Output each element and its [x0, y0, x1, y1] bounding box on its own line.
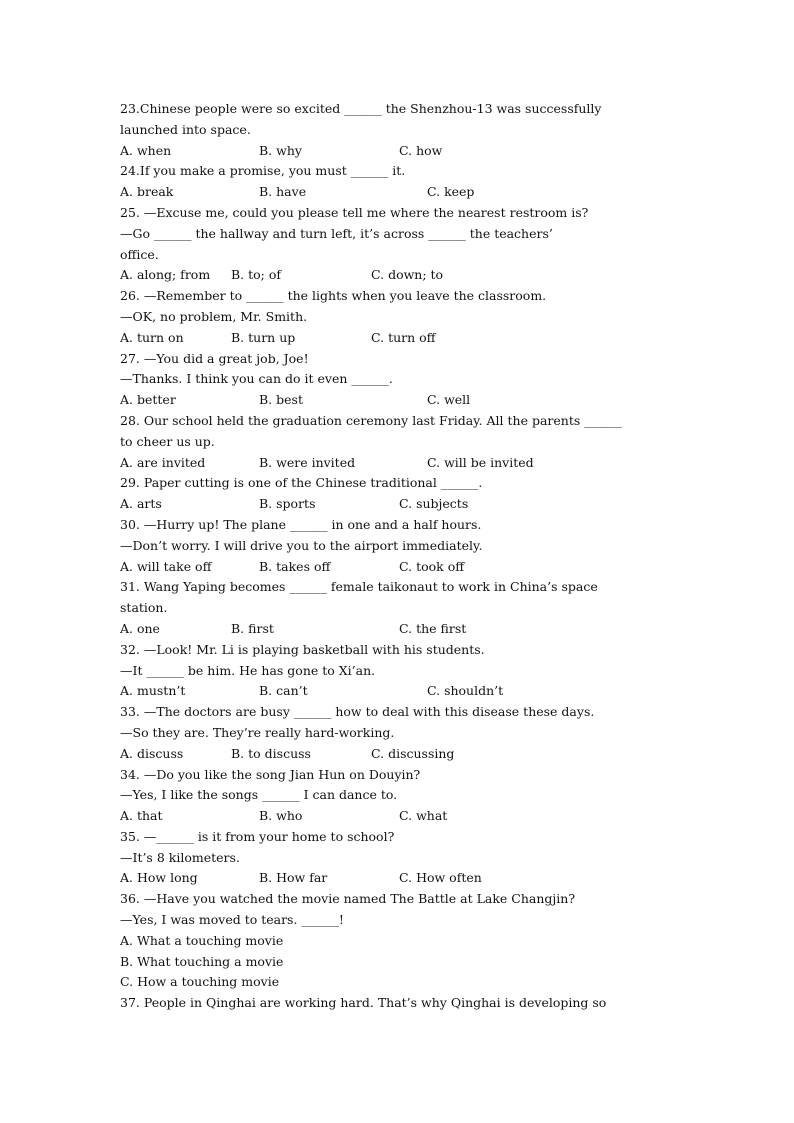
answer-option: B. why — [259, 142, 302, 158]
answer-options-row — [120, 453, 680, 474]
answer-option: C. shouldn’t — [427, 683, 504, 699]
question-text-line: 33. —The doctors are busy ______ how to deal with this disease these days. — [120, 704, 595, 720]
question-text-line: 31. Wang Yaping becomes ______ female taikonaut to work in China’s space — [120, 579, 598, 595]
answer-option: C. keep — [427, 184, 475, 200]
question-text-line: 28. Our school held the graduation ceremony last Friday. All the parents ______ — [120, 412, 622, 428]
answer-option: C. How often — [399, 870, 482, 886]
answer-option: A. will take off — [120, 558, 212, 574]
answer-option: A. when — [120, 142, 172, 158]
answer-option: B. turn up — [231, 329, 296, 345]
answer-option: C. turn off — [371, 329, 436, 345]
answer-options-row — [120, 557, 680, 578]
answer-option: A. mustn’t — [120, 683, 186, 699]
question-text-line: —So they are. They’re really hard-working. — [120, 724, 395, 740]
question-text-line: 23.Chinese people were so excited ______ the Shenzhou-13 was successfully — [120, 101, 602, 116]
answer-option: A. arts — [120, 496, 162, 512]
question-text-line: 35. —______ is it from your home to school? — [120, 828, 395, 844]
answer-option: C. what — [399, 808, 448, 824]
answer-options-row — [120, 182, 680, 203]
question-text-line: 30. —Hurry up! The plane ______ in one and a half hours. — [120, 516, 482, 532]
question-text-line: A. What a touching movie — [120, 932, 284, 948]
question-list — [120, 99, 680, 1014]
question-text-line: to cheer us up. — [120, 433, 215, 449]
question-text-line: —Go ______ the hallway and turn left, it’s across ______ the teachers’ — [120, 225, 553, 241]
answer-option: C. the first — [399, 620, 467, 636]
question-text-line: —It’s 8 kilometers. — [120, 849, 240, 865]
answer-option: C. how — [399, 142, 443, 158]
answer-options-row — [120, 806, 680, 827]
question-text-line: —It ______ be him. He has gone to Xi’an. — [120, 662, 376, 678]
answer-option: C. took off — [399, 558, 465, 574]
answer-option: C. discussing — [371, 745, 455, 761]
question-text-line: —Yes, I was moved to tears. ______! — [120, 912, 344, 928]
question-text-line: 36. —Have you watched the movie named The Battle at Lake Changjin? — [120, 891, 576, 907]
answer-options-row — [120, 744, 680, 765]
question-text-line: launched into space. — [120, 121, 251, 137]
question-text-line: —Yes, I like the songs ______ I can dance to. — [120, 787, 398, 803]
question-text-line: 34. —Do you like the song Jian Hun on Douyin? — [120, 766, 421, 782]
answer-option: A. better — [120, 392, 176, 408]
answer-option: B. to discuss — [231, 745, 311, 761]
question-text-line: 25. —Excuse me, could you please tell me where the nearest restroom is? — [120, 204, 589, 220]
question-text-line: —Thanks. I think you can do it even ______. — [120, 371, 393, 387]
answer-option: A. How long — [120, 870, 198, 886]
answer-options-row — [120, 868, 680, 889]
answer-option: C. subjects — [399, 496, 469, 512]
answer-option: A. are invited — [120, 454, 206, 470]
answer-option: A. break — [120, 184, 174, 200]
answer-options-row — [120, 265, 680, 286]
answer-options-row — [120, 390, 680, 411]
answer-options-row — [120, 619, 680, 640]
question-text-line: station. — [120, 600, 168, 616]
answer-option: B. who — [259, 808, 303, 824]
question-text-line: 26. —Remember to ______ the lights when you leave the classroom. — [120, 288, 547, 304]
answer-option: A. discuss — [120, 745, 184, 761]
question-text-line: 32. —Look! Mr. Li is playing basketball with his students. — [120, 641, 485, 657]
question-text-line: C. How a touching movie — [120, 974, 280, 990]
answer-option: A. that — [120, 808, 163, 824]
answer-option: A. one — [120, 620, 160, 636]
answer-option: B. can’t — [259, 683, 308, 699]
question-text-line: B. What touching a movie — [120, 953, 284, 969]
answer-option: B. have — [259, 184, 307, 200]
answer-option: C. down; to — [371, 267, 444, 283]
question-text-line: —OK, no problem, Mr. Smith. — [120, 308, 308, 324]
question-text-line: 29. Paper cutting is one of the Chinese traditional ______. — [120, 475, 483, 491]
answer-option: C. will be invited — [427, 454, 534, 470]
answer-option: B. sports — [259, 496, 316, 512]
question-text-line: 37. People in Qinghai are working hard. That’s why Qinghai is developing so — [120, 995, 607, 1011]
answer-option: A. turn on — [120, 329, 184, 345]
question-text-line: office. — [120, 246, 159, 262]
answer-option: B. takes off — [259, 558, 331, 574]
answer-option: B. were invited — [259, 454, 356, 470]
answer-options-row — [120, 494, 680, 515]
question-text-line: 24.If you make a promise, you must ______ it. — [120, 163, 406, 179]
answer-options-row — [120, 328, 680, 349]
answer-option: B. to; of — [231, 267, 282, 283]
question-text-line: —Don’t worry. I will drive you to the airport immediately. — [120, 537, 483, 553]
answer-option: B. How far — [259, 870, 328, 886]
answer-option: A. along; from — [120, 267, 211, 283]
answer-option: C. well — [427, 392, 471, 408]
question-text-line: 27. —You did a great job, Joe! — [120, 350, 309, 366]
answer-option: B. best — [259, 392, 303, 408]
answer-option: B. first — [231, 620, 274, 636]
answer-options-row — [120, 681, 680, 702]
answer-options-row — [120, 141, 680, 162]
